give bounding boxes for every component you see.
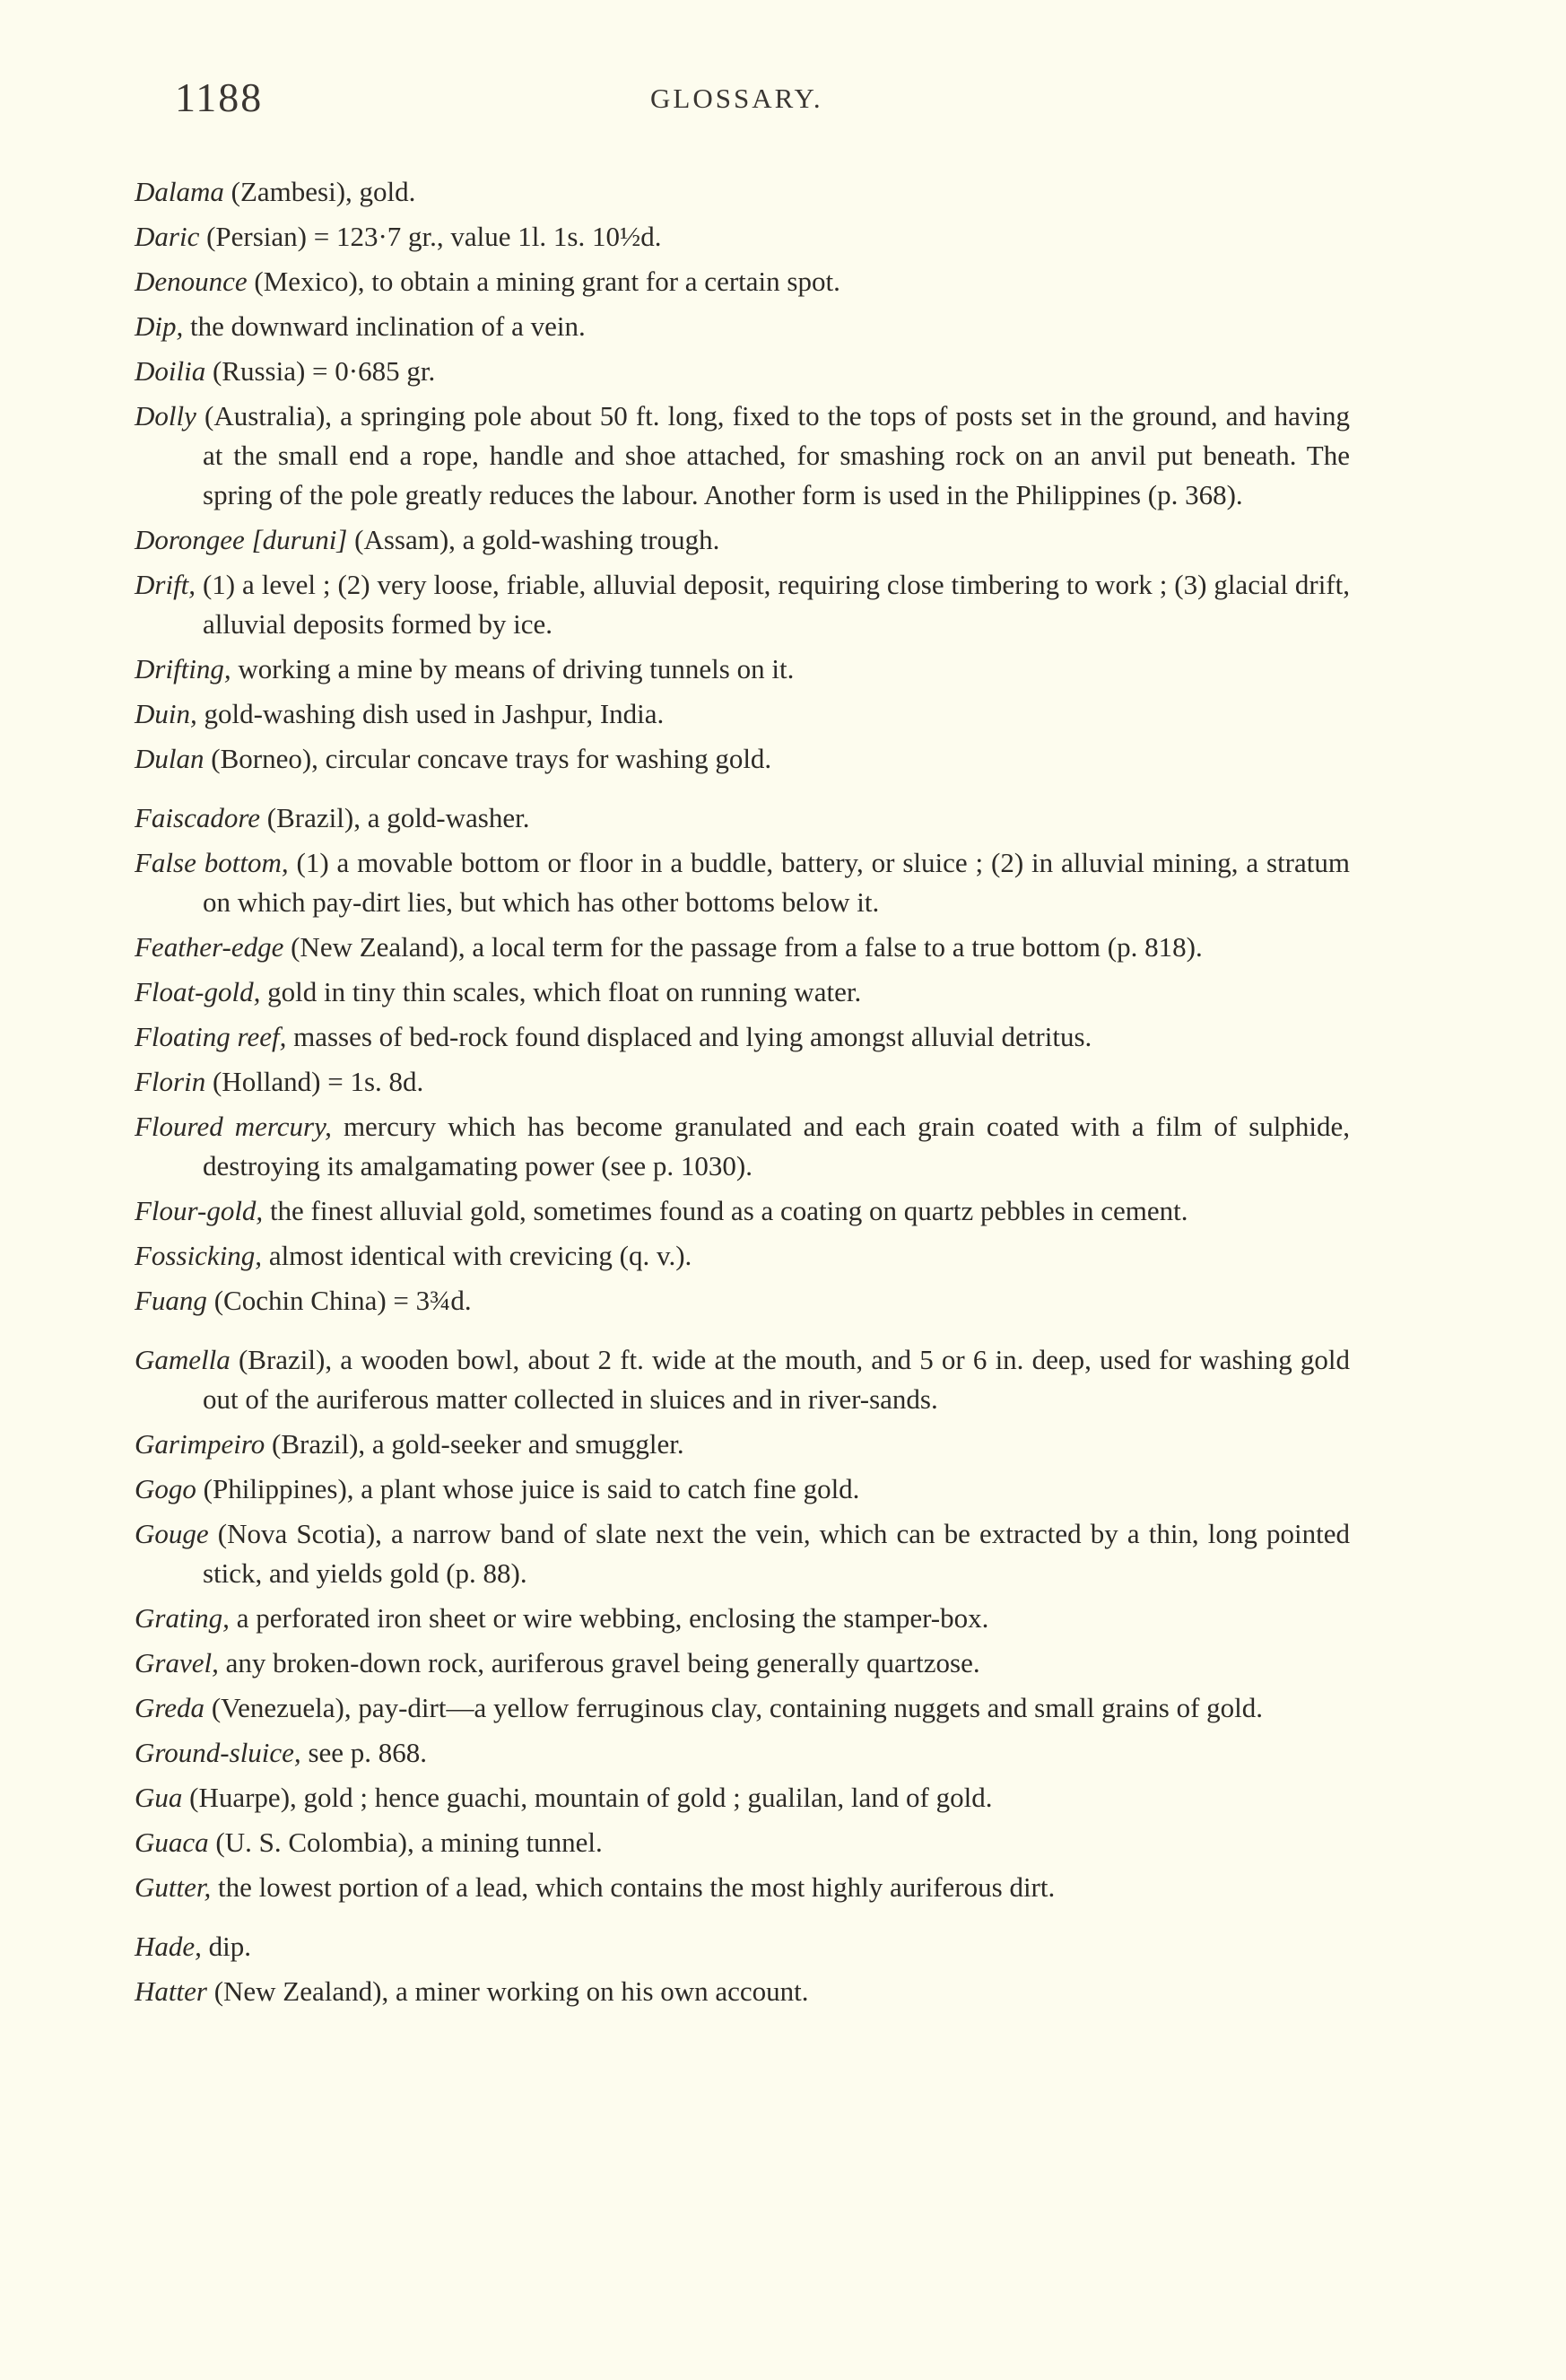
entry-term: Faiscadore <box>135 802 261 833</box>
entry-definition: mercury which has become granulated and each grain coated with a film of sulphide, destroying its amalgamating power (see p. 1030). <box>203 1111 1350 1181</box>
glossary-body <box>135 172 1350 2031</box>
glossary-section-f <box>135 798 1350 1321</box>
glossary-entry <box>135 1778 1350 1818</box>
entry-term: Dalama <box>135 176 224 207</box>
entry-definition: gold in tiny thin scales, which float on running water. <box>260 976 862 1007</box>
entry-term: Gravel, <box>135 1647 219 1678</box>
glossary-entry <box>135 1236 1350 1276</box>
glossary-entry <box>135 1972 1350 2011</box>
glossary-section-g <box>135 1340 1350 1907</box>
entry-term: Florin <box>135 1066 206 1097</box>
glossary-entry <box>135 1062 1350 1102</box>
entry-definition: gold-washing dish used in Jashpur, India. <box>196 698 665 729</box>
entry-term: Hade, <box>135 1931 202 1962</box>
entry-definition: (Assam), a gold-washing trough. <box>347 524 720 555</box>
entry-definition: dip. <box>201 1931 252 1962</box>
entry-definition: working a mine by means of driving tunnels on it. <box>231 653 795 684</box>
glossary-entry <box>135 1017 1350 1057</box>
entry-term: Guaca <box>135 1826 209 1858</box>
entry-term: Doilia <box>135 355 206 387</box>
entry-definition: a perforated iron sheet or wire webbing, enclosing the stamper-box. <box>229 1602 989 1634</box>
entry-term: Feather-edge <box>135 931 284 963</box>
glossary-entry <box>135 397 1350 515</box>
glossary-entry <box>135 1643 1350 1683</box>
entry-definition: (Holland) = 1s. 8d. <box>205 1066 424 1097</box>
entry-term: Duin, <box>135 698 197 729</box>
entry-definition: (Huarpe), gold ; hence guachi, mountain of gold ; gualilan, land of gold. <box>182 1782 993 1813</box>
glossary-section-h <box>135 1927 1350 2011</box>
page-number: 1188 <box>175 74 264 120</box>
glossary-entry <box>135 649 1350 689</box>
entry-term: Drifting, <box>135 653 231 684</box>
entry-definition: the lowest portion of a lead, which contains the most highly auriferous dirt. <box>211 1871 1056 1903</box>
entry-term: Fossicking, <box>135 1240 263 1271</box>
entry-definition: (Nova Scotia), a narrow band of slate next the vein, which can be extracted by a thin, long pointed stick, and yields gold (p. 88). <box>203 1518 1350 1589</box>
glossary-entry <box>135 262 1350 301</box>
entry-term: Gua <box>135 1782 183 1813</box>
glossary-entry <box>135 1868 1350 1907</box>
glossary-entry <box>135 1281 1350 1321</box>
entry-definition: (Persian) = 123·7 gr., value 1l. 1s. 10½d. <box>199 221 662 252</box>
entry-definition: (1) a level ; (2) very loose, friable, alluvial deposit, requiring close timbering to work ; (3) glacial drift, alluvial deposits formed by ice. <box>196 569 1350 640</box>
entry-definition: (Philippines), a plant whose juice is said to catch fine gold. <box>196 1473 860 1504</box>
entry-term: Denounce <box>135 266 248 297</box>
glossary-entry <box>135 1688 1350 1728</box>
glossary-entry <box>135 217 1350 257</box>
glossary-entry <box>135 1191 1350 1231</box>
entry-term: Dulan <box>135 743 204 774</box>
entry-term: Float-gold, <box>135 976 261 1007</box>
glossary-entry <box>135 694 1350 734</box>
entry-definition: (Venezuela), pay-dirt—a yellow ferruginous clay, containing nuggets and small grains of gold. <box>204 1692 1264 1723</box>
entry-term: Gutter, <box>135 1871 212 1903</box>
entry-term: Gamella <box>135 1344 231 1375</box>
entry-definition: (Zambesi), gold. <box>223 176 416 207</box>
glossary-entry <box>135 1425 1350 1464</box>
glossary-entry <box>135 352 1350 391</box>
entry-term: Drift, <box>135 569 196 600</box>
page-header <box>175 74 1341 127</box>
entry-term: Garimpeiro <box>135 1428 265 1460</box>
entry-definition: almost identical with crevicing (q. v.). <box>262 1240 692 1271</box>
glossary-entry <box>135 565 1350 644</box>
glossary-entry <box>135 1599 1350 1638</box>
entry-term: Daric <box>135 221 200 252</box>
entry-term: Floured mercury, <box>135 1111 332 1142</box>
entry-definition: (Brazil), a gold-washer. <box>260 802 530 833</box>
glossary-entry <box>135 1927 1350 1966</box>
entry-definition: (Russia) = 0·685 gr. <box>205 355 436 387</box>
entry-definition: (Cochin China) = 3¾d. <box>206 1285 472 1316</box>
glossary-section-d <box>135 172 1350 779</box>
glossary-entry <box>135 798 1350 838</box>
entry-term: Floating reef, <box>135 1021 287 1052</box>
glossary-entry <box>135 1514 1350 1593</box>
glossary-entry <box>135 739 1350 779</box>
entry-definition: (1) a movable bottom or floor in a buddle, battery, or sluice ; (2) in alluvial mining, a stratum on which pay-dirt lies, but which has other bottoms below it. <box>203 847 1350 918</box>
entry-term: Dorongee [duruni] <box>135 524 348 555</box>
glossary-entry <box>135 928 1350 967</box>
glossary-entry <box>135 1823 1350 1862</box>
glossary-entry <box>135 1469 1350 1509</box>
glossary-entry <box>135 520 1350 560</box>
glossary-entry <box>135 307 1350 346</box>
entry-definition: (U. S. Colombia), a mining tunnel. <box>208 1826 603 1858</box>
entry-term: Grating, <box>135 1602 230 1634</box>
glossary-entry <box>135 172 1350 212</box>
entry-definition: see p. 868. <box>300 1737 428 1768</box>
glossary-entry <box>135 843 1350 922</box>
entry-term: Flour-gold, <box>135 1195 264 1226</box>
entry-definition: the finest alluvial gold, sometimes found as a coating on quartz pebbles in cement. <box>263 1195 1188 1226</box>
glossary-entry <box>135 1340 1350 1419</box>
entry-term: Dolly <box>135 400 196 432</box>
glossary-entry <box>135 1107 1350 1186</box>
entry-term: Ground-sluice, <box>135 1737 301 1768</box>
running-head: GLOSSARY. <box>650 83 823 114</box>
entry-term: Fuang <box>135 1285 207 1316</box>
entry-term: False bottom, <box>135 847 289 878</box>
entry-definition: (Brazil), a wooden bowl, about 2 ft. wide at the mouth, and 5 or 6 in. deep, used for washing gold out of the auriferous matter collected in sluices and in river-sands. <box>203 1344 1350 1415</box>
entry-definition: the downward inclination of a vein. <box>183 310 586 342</box>
entry-definition: any broken-down rock, auriferous gravel being generally quartzose. <box>218 1647 980 1678</box>
glossary-entry <box>135 972 1350 1012</box>
entry-term: Gouge <box>135 1518 209 1549</box>
entry-term: Greda <box>135 1692 205 1723</box>
entry-term: Gogo <box>135 1473 196 1504</box>
entry-term: Hatter <box>135 1975 207 2007</box>
glossary-entry <box>135 1733 1350 1773</box>
entry-definition: (Mexico), to obtain a mining grant for a certain spot. <box>247 266 840 297</box>
entry-definition: (Borneo), circular concave trays for washing gold. <box>204 743 772 774</box>
entry-definition: masses of bed-rock found displaced and lying amongst alluvial detritus. <box>286 1021 1092 1052</box>
entry-definition: (New Zealand), a local term for the passage from a false to a true bottom (p. 818). <box>283 931 1203 963</box>
entry-term: Dip, <box>135 310 184 342</box>
entry-definition: (Brazil), a gold-seeker and smuggler. <box>265 1428 684 1460</box>
entry-definition: (New Zealand), a miner working on his own account. <box>206 1975 809 2007</box>
entry-definition: (Australia), a springing pole about 50 ft. long, fixed to the tops of posts set in the ground, and having at the small end a rope, handle and shoe attached, for smashing rock on an anvil put beneath. The spring of the pole greatly reduces the labour. Another form is used in the Philippines (p. 368). <box>196 400 1350 510</box>
